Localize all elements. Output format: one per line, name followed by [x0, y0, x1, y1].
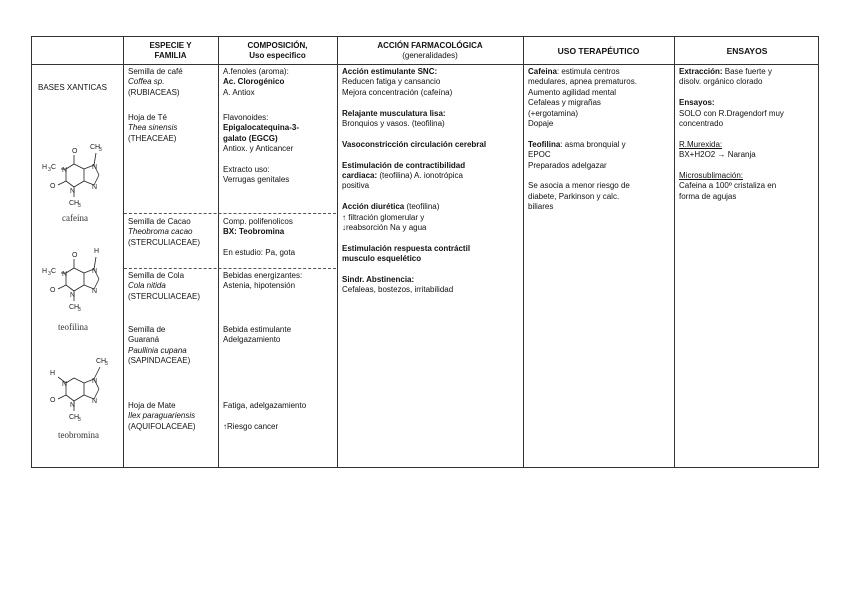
row-divider-dashed [124, 213, 336, 214]
svg-text:N: N [92, 164, 98, 171]
svg-text:3: 3 [48, 271, 51, 277]
svg-text:O: O [50, 183, 56, 190]
header-uso: USO TERAPÉUTICO [557, 46, 640, 56]
header-ensayos: ENSAYOS [726, 46, 768, 56]
svg-text:CH: CH [96, 358, 107, 365]
composicion-cacao: Comp. polifenolicos BX: Teobromina En estudio: Pa, gota [223, 217, 296, 258]
svg-text:N: N [62, 381, 68, 388]
svg-text:3: 3 [99, 147, 102, 153]
svg-text:H: H [42, 164, 48, 171]
header-accion: ACCIÓN FARMACOLÓGICA (generalidades) [377, 41, 483, 60]
ensayos-text: Extracción: Base fuerte y disolv. orgánico clorado Ensayos: SOLO con R.Dragendorf muy concentrado R.Murexida: BX+H2O2 → Naranja Microsublimación: Cafeina a 100º cristaliza en forma de agujas [679, 67, 784, 201]
svg-text:C: C [51, 164, 57, 171]
svg-text:3: 3 [78, 203, 81, 209]
svg-text:N: N [92, 268, 98, 275]
especie-cafe: Semilla de café Coffea sp. (RUBIACEAS) [128, 67, 183, 97]
svg-text:3: 3 [105, 361, 108, 367]
svg-text:N: N [70, 188, 76, 195]
svg-text:N: N [92, 398, 98, 405]
svg-text:O: O [50, 397, 56, 404]
theobromine-structure-icon [36, 345, 118, 427]
svg-text:O: O [50, 287, 56, 294]
svg-text:CH: CH [90, 144, 101, 151]
especie-guarana: Semilla de Guaraná Paullinia cupana (SAPINDACEAE) [128, 325, 191, 366]
caffeine-structure-icon [36, 131, 116, 213]
svg-text:N: N [62, 271, 68, 278]
composicion-mate: Fatiga, adelgazamiento ↑Riesgo cancer [223, 401, 307, 431]
especie-te: Hoja de Té Thea sinensis (THEACEAE) [128, 113, 178, 143]
svg-text:H: H [42, 268, 48, 275]
theophylline-structure-icon [36, 235, 116, 317]
column-divider [523, 37, 524, 467]
svg-text:3: 3 [78, 417, 81, 423]
row-divider-dashed [124, 268, 336, 269]
xanthine-bases-table [31, 36, 819, 468]
column-divider [218, 37, 219, 467]
uso-terapeutico-text: Cafeina: estimula centros medulares, apnea prematuros. Aumento agilidad mental Cefaleas y migrañas (+ergotamina) Dopaje Teofilina: asma bronquial y EPOC Preparados adelgazar Se asocia a menor riesgo de diabete, Parkinson y calc. biliares [528, 67, 637, 212]
svg-text:N: N [70, 402, 76, 409]
especie-cola: Semilla de Cola Cola nitida (STERCULIACEAE) [128, 271, 201, 301]
svg-text:3: 3 [48, 167, 51, 173]
header-composicion: COMPOSICIÓN, Uso especifico [247, 41, 308, 60]
svg-text:N: N [92, 288, 98, 295]
theobromine-label: teobromina [58, 430, 99, 440]
svg-text:N: N [92, 378, 98, 385]
composicion-guarana: Bebida estimulante Adelgazamiento [223, 325, 292, 345]
composicion-cafe: A.fenoles (aroma): Ac. Clorogénico A. Antiox [223, 67, 289, 97]
svg-text:O: O [72, 252, 78, 259]
svg-text:H: H [50, 370, 56, 377]
theophylline-label: teofilina [58, 322, 88, 332]
svg-text:C: C [51, 268, 57, 275]
composicion-te: Flavonoides: Epigalocatequina-3- galato (EGCG) Antiox. y Anticancer Extracto uso: Verrugas genitales [223, 113, 300, 185]
composicion-cola: Bebidas energizantes: Astenia, hipotensión [223, 271, 303, 291]
svg-text:O: O [72, 148, 78, 155]
column-divider [123, 37, 124, 467]
header-especie: ESPECIE Y FAMILIA [149, 41, 192, 60]
especie-cacao: Semilla de Cacao Theobroma cacao (STERCULIACEAE) [128, 217, 201, 247]
svg-text:N: N [70, 292, 76, 299]
svg-text:N: N [62, 167, 68, 174]
column-divider [674, 37, 675, 467]
accion-farmacologica-text: Acción estimulante SNC: Reducen fatiga y cansancio Mejora concentración (cafeína) Relajante musculatura lisa: Bronquios y vasos. (teofilina) Vasoconstricción circulación cerebral Estimulación de contractibilidad cardiaca: (teofilina) A. ionotrópica positiva Acción diurética (teofilina) ↑ filtración glomerular y ↓reabsorción Na y agua Estimulación respuesta contráctil musculo esquelético Sindr. Abstinencia: Cefaleas, bostezos, irritabilidad [342, 67, 487, 295]
svg-text:N: N [92, 184, 98, 191]
caffeine-label: cafeína [62, 213, 88, 223]
column-divider [337, 37, 338, 467]
group-label: BASES XANTICAS [38, 83, 107, 92]
svg-text:H: H [94, 248, 100, 255]
svg-text:CH: CH [69, 414, 80, 421]
header-divider [32, 64, 818, 65]
especie-mate: Hoja de Mate Ilex paraguariensis (AQUIFOLACEAE) [128, 401, 196, 431]
svg-text:CH: CH [69, 304, 80, 311]
svg-text:CH: CH [69, 200, 80, 207]
svg-text:3: 3 [78, 307, 81, 313]
